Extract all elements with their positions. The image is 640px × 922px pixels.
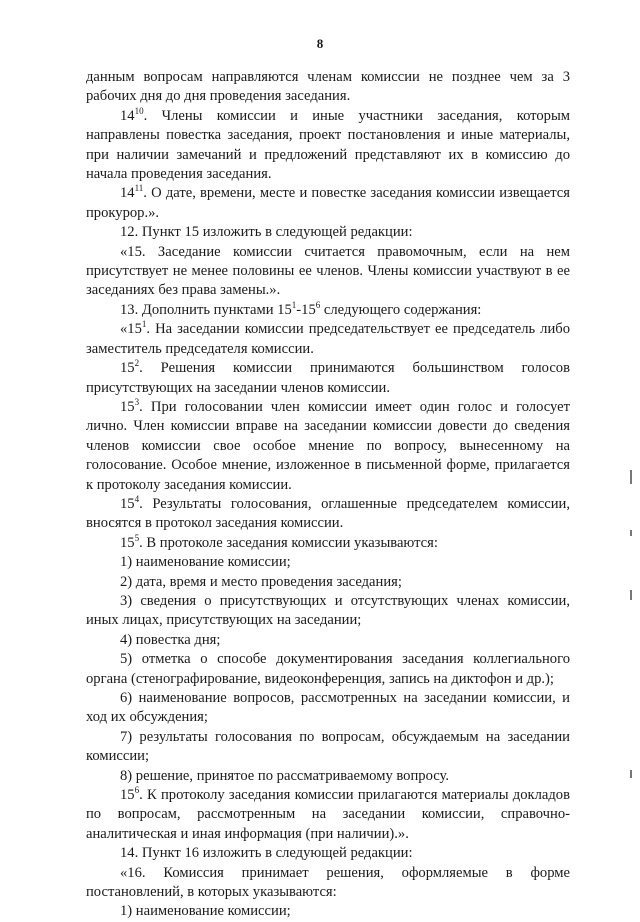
paragraph-range: -15 — [296, 301, 316, 318]
document-body — [86, 68, 570, 922]
paragraph — [86, 902, 570, 921]
paragraph — [86, 592, 570, 631]
paragraph-number: 15 — [120, 495, 135, 512]
paragraph — [86, 631, 570, 650]
paragraph-text: 2) дата, время и место проведения заседания; — [120, 573, 402, 590]
paragraph-text: 14. Пункт 16 изложить в следующей редакции: — [120, 845, 413, 862]
paragraph — [86, 495, 570, 534]
paragraph-text: 12. Пункт 15 изложить в следующей редакции: — [120, 224, 413, 241]
paragraph-number: 15 — [120, 360, 135, 377]
paragraph-text: 6) наименование вопросов, рассмотренных на заседании комиссии, и ход их обсуждения; — [86, 690, 570, 726]
paragraph — [86, 650, 570, 689]
superscript-index: 6 — [315, 299, 321, 310]
paragraph-number: 14 — [120, 107, 135, 124]
paragraph — [86, 301, 570, 320]
paragraph — [86, 573, 570, 592]
paragraph — [86, 223, 570, 242]
paragraph-text: . В протоколе заседания комиссии указываются: — [139, 534, 438, 551]
paragraph — [86, 320, 570, 359]
paragraph — [86, 786, 570, 844]
paragraph — [86, 553, 570, 572]
superscript-index: 3 — [134, 396, 140, 407]
paragraph — [86, 184, 570, 223]
paragraph-text: . О дате, времени, месте и повестке заседания комиссии извещается прокурор.». — [86, 185, 570, 221]
paragraph-text: 5) отметка о способе документирования заседания коллегиального органа (стенографирование, видеоконференция, запись на диктофон и др.); — [86, 651, 570, 687]
paragraph-text: 8) решение, принятое по рассматриваемому вопросу. — [120, 767, 450, 784]
paragraph-text: . Результаты голосования, оглашенные председателем комиссии, вносятся в протокол заседания комиссии. — [86, 495, 570, 532]
paragraph-number: 14 — [120, 185, 135, 202]
paragraph-text: . Решения комиссии принимаются большинством голосов присутствующих на заседании членов комиссии. — [86, 360, 570, 396]
paragraph — [86, 767, 570, 786]
superscript-index: 6 — [134, 785, 140, 796]
paragraph-text: 3) сведения о присутствующих и отсутствующих членах комиссии, иных лицах, присутствующих на заседании; — [86, 592, 570, 629]
paragraph — [86, 243, 570, 301]
paragraph-number: 15 — [120, 398, 135, 415]
paragraph-text: «16. Комиссия принимает решения, оформляемые в форме постановлений, в которых указываются: — [86, 864, 570, 901]
paragraph-text: 4) повестка дня; — [120, 631, 221, 648]
superscript-index: 11 — [134, 183, 144, 194]
paragraph-text: данным вопросам направляются членам комиссии не позднее чем за 3 рабочих дня до дня проведения заседания. — [86, 69, 570, 105]
superscript-index: 1 — [291, 299, 297, 310]
paragraph-text: 7) результаты голосования по вопросам, обсуждаемым на заседании комиссии; — [86, 728, 570, 765]
superscript-index: 10 — [134, 105, 144, 116]
paragraph-number: 15 — [120, 534, 135, 551]
superscript-index: 4 — [134, 493, 140, 504]
paragraph-text: следующего содержания: — [320, 301, 482, 318]
paragraph-text: . При голосовании член комиссии имеет один голос и голосует лично. Член комиссии вправе на заседании комиссии довести до сведения членов комиссии свое особое мнение по вопросу, вынесенному на голосование. Особое мнение, изложенное в письменной форме, прилагается к протоколу заседания комиссии. — [86, 398, 570, 493]
superscript-index: 1 — [141, 319, 147, 330]
superscript-index: 5 — [134, 532, 140, 543]
paragraph-text: . На заседании комиссии председательствует ее председатель либо заместитель председателя комиссии. — [86, 321, 570, 357]
superscript-index: 2 — [134, 358, 140, 369]
paragraph-number: 15 — [120, 787, 135, 804]
paragraph — [86, 728, 570, 767]
paragraph-number: «15 — [120, 321, 142, 338]
scan-edge-marks — [628, 470, 634, 790]
paragraph-text: «15. Заседание комиссии считается правомочным, если на нем присутствует не менее половины ее членов. Члены комиссии участвуют в ее заседаниях без права замены.». — [86, 243, 570, 299]
paragraph — [86, 864, 570, 903]
paragraph — [86, 107, 570, 185]
paragraph-text: 1) наименование комиссии; — [120, 554, 291, 571]
paragraph — [86, 689, 570, 728]
paragraph-text: 1) наименование комиссии; — [120, 903, 291, 920]
paragraph — [86, 359, 570, 398]
paragraph — [86, 68, 570, 107]
paragraph-text: . Члены комиссии и иные участники заседания, которым направлены повестка заседания, проект постановления и иные материалы, при наличии замечаний и предложений представляют их в комиссию до начала проведения заседания. — [86, 107, 570, 183]
paragraph-text: . К протоколу заседания комиссии прилагаются материалы докладов по вопросам, рассмотренным на заседании комиссии, справочно-аналитическая и иная информация (при наличии).». — [86, 787, 570, 842]
paragraph — [86, 844, 570, 863]
page-number: 8 — [316, 36, 324, 51]
paragraph — [86, 398, 570, 495]
paragraph-number: 13. Дополнить пунктами 15 — [120, 301, 292, 318]
paragraph — [86, 534, 570, 553]
